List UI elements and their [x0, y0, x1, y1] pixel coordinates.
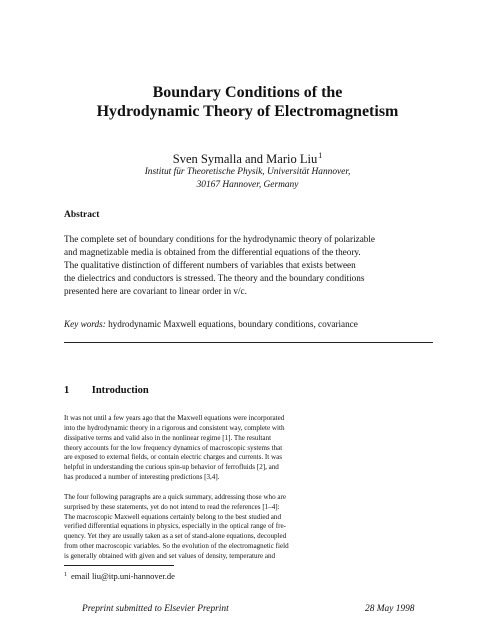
section-number: 1 [64, 385, 70, 396]
body-line: into the hydrodynamic theory in a rigorous and consistent way, complete with [64, 423, 285, 432]
affiliation-line-1: Institut für Theoretische Physik, Universität Hannover, [144, 167, 351, 177]
body-line: has produced a number of interesting predictions [3,4]. [64, 473, 220, 482]
abstract-heading: Abstract [64, 210, 100, 220]
author-footnote-mark: 1 [318, 151, 323, 160]
abstract-line: The qualitative distinction of different numbers of variables that exists between [64, 260, 356, 270]
keywords [64, 319, 358, 329]
body-line: The macroscopic Maxwell equations certainly belong to the best studied and [64, 512, 281, 521]
body-line: dissipative terms and valid also in the nonlinear regime [1]. The resultant [64, 433, 272, 442]
footer-preprint-note: Preprint submitted to Elsevier Preprint [82, 604, 229, 614]
footnote [64, 571, 175, 581]
body-line: from other macroscopic variables. So the evolution of the electromagnetic field [64, 542, 289, 551]
title-line-2: Hydrodynamic Theory of Electromagnetism [96, 103, 399, 120]
body-line: It was not until a few years ago that the Maxwell equations were incorporated [64, 414, 285, 422]
section-heading [64, 385, 149, 396]
abstract-line: the dielectrics and conductors is stressed. The theory and the boundary conditions [64, 273, 365, 283]
author-names: Sven Symalla and Mario Liu [172, 152, 318, 166]
abstract-line: presented here are covariant to linear order in v/c. [64, 286, 247, 296]
keywords-text: hydrodynamic Maxwell equations, boundary conditions, covariance [108, 319, 358, 329]
title-line-1: Boundary Conditions of the [152, 84, 343, 101]
footnote-rule [64, 565, 174, 566]
footer-date: 28 May 1998 [365, 604, 415, 614]
body-line: The four following paragraphs are a quick summary, addressing those who are [64, 492, 287, 501]
body-line: are exposed to external fields, or contain electric charges and currents. It was [64, 453, 283, 462]
abstract-line: The complete set of boundary conditions for the hydrodynamic theory of polarizable [64, 234, 376, 244]
body-line: helpful in understanding the curious spin-up behavior of ferrofluids [2], and [64, 463, 279, 472]
footnote-text: email liu@itp.uni-hannover.de [71, 571, 175, 581]
abstract-line: and magnetizable media is obtained from the differential equations of the theory. [64, 247, 361, 257]
authors [0, 151, 495, 167]
body-line: quency. Yet they are usually taken as a set of stand-alone equations, decoupled [64, 532, 287, 541]
body-line: theory accounts for the low frequency dynamics of macroscopic systems that [64, 443, 283, 452]
body-line: is generally obtained with given and set values of density, temperature and [64, 552, 276, 560]
body-line: verified differential equations in physics, especially in the optical range of fre- [64, 522, 286, 531]
keywords-label: Key words: [64, 319, 106, 329]
body-line: surprised by these statements, yet do not intend to read the references [1–4]: [64, 502, 280, 511]
section-title: Introduction [91, 385, 149, 396]
abstract-bottom-rule [64, 342, 433, 343]
affiliation-line-2: 30167 Hannover, Germany [196, 180, 299, 190]
footnote-mark: 1 [64, 572, 67, 578]
